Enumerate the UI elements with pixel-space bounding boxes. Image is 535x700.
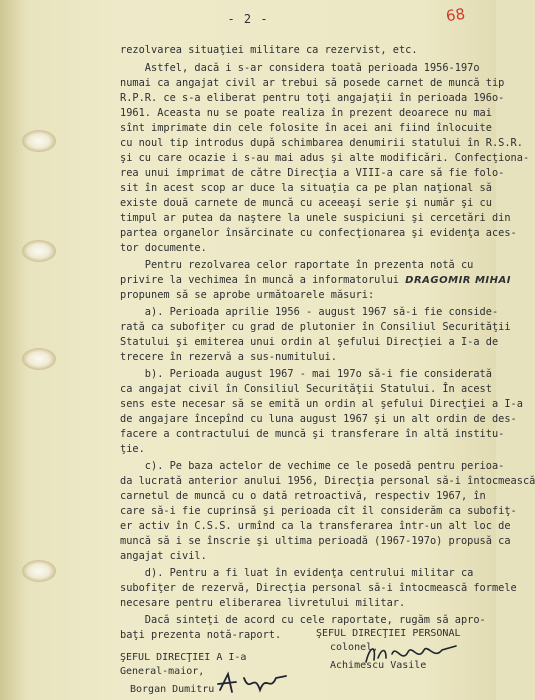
body-line: de angajare începînd cu luna august 1967 şi un alt ordin de des-: [120, 413, 517, 425]
body-line: care să-i fie cuprinsă şi perioada cît îl considerăm ca subofiţ-: [120, 505, 517, 517]
body-line: carnetul de muncă cu o dată retroactivă, respectiv 1967, în: [120, 490, 486, 502]
punch-hole-1: [22, 130, 56, 152]
handwritten-informant-name: DRAGOMIR MIHAI: [405, 275, 511, 286]
body-line: Dacă sinteţi de acord cu cele raportate, rugăm să apro-: [120, 614, 486, 626]
body-line: facere a contractului de muncă şi transferare în altă institu-: [120, 428, 505, 440]
right-signatory-title: ŞEFUL DIRECŢIEI PERSONAL: [316, 628, 461, 639]
body-line: propunem să se aprobe următoarele măsuri:: [120, 289, 375, 301]
body-line: R.P.R. ce s-a eliberat pentru toţi angajaţii în perioada 196o-: [120, 92, 505, 104]
right-signature-scribble: [362, 634, 462, 674]
body-line: Pentru rezolvarea celor raportate în prezenta notă cu: [120, 259, 474, 271]
body-line: tor documente.: [120, 242, 207, 254]
body-line: b). Perioada august 1967 - mai 197o să-i fie considerată: [120, 368, 492, 380]
body-line: ţie.: [120, 443, 145, 455]
body-line: d). Pentru a fi luat în evidenţa centrului militar ca: [120, 567, 474, 579]
left-signatory-name: Borgan Dumitru: [130, 684, 215, 695]
folio-number: 68: [444, 4, 467, 26]
left-signatory-rank: General-maior,: [120, 666, 205, 677]
body-line: angajat civil.: [120, 550, 207, 562]
body-line: c). Pe baza actelor de vechime ce le posedă pentru perioa-: [120, 460, 505, 472]
right-signatory-rank: colonel,: [330, 642, 379, 653]
punch-hole-4: [22, 560, 56, 582]
body-line: cu noul tip introdus după schimbarea denumirii statului în R.S.R.: [120, 137, 523, 149]
body-line: partea organelor însărcinate cu confecţionarea şi evidenţa aces-: [120, 227, 517, 239]
body-line: necesare pentru eliberarea livretului militar.: [120, 597, 406, 609]
body-line: a). Perioada aprilie 1956 - august 1967 să-i fie conside-: [120, 306, 499, 318]
body-line: sînt imprimate din cele folosite în acei ani fiind înlocuite: [120, 122, 492, 134]
left-signature-scribble: [214, 668, 294, 698]
punch-hole-2: [22, 240, 56, 262]
body-line: existe două carnete de muncă cu aceeaşi serie şi număr şi cu: [120, 197, 492, 209]
right-signatory-name: Achimescu Vasile: [330, 660, 427, 671]
binding-fold: [0, 0, 22, 700]
body-line: ca angajat civil în Consiliul Securităţii Statului. În acest: [120, 383, 492, 395]
body-line: 1961. Aceasta nu se poate realiza în prezent deoarece nu mai: [120, 107, 492, 119]
body-line: numai ca angajat civil ar trebui să posede carnet de muncă tip: [120, 77, 505, 89]
body-line: [120, 274, 511, 287]
body-line: sit în acest scop ar duce la situaţia ca pe plan naţional să: [120, 182, 492, 194]
body-line: şi cu care ocazie i s-au mai adus şi alte modificări. Confecţiona-: [120, 152, 530, 164]
body-line: Astfel, dacă i s-ar considera toată perioada 1956-197o: [120, 62, 480, 74]
body-line: Statului şi emiterea unui ordin al şefului Direcţiei a I-a de: [120, 336, 499, 348]
punch-hole-3: [22, 348, 56, 370]
body-line: rea unui imprimat de către Direcţia a VIII-a care să fie folo-: [120, 167, 505, 179]
body-line: rezolvarea situaţiei militare ca rezervist, etc.: [120, 44, 418, 56]
body-line: baţi prezenta notă-raport.: [120, 629, 282, 641]
body-line: rată ca subofiţer cu grad de plutonier în Consiliul Securităţii: [120, 321, 511, 333]
body-line: timpul ar putea da naştere la unele suspiciuni şi cercetări din: [120, 212, 511, 224]
body-line: sens este necesar să se emită un ordin al şefului Direcţiei a I-a: [120, 398, 523, 410]
body-line: da lucrată anterior anului 1956, Direcţia personal să-i întocmească: [120, 475, 535, 487]
page-number: - 2 -: [227, 12, 269, 26]
body-line: trecere în rezervă a sus-numitului.: [120, 351, 337, 363]
body-line-text: privire la vechimea în muncă a informatorului: [120, 274, 399, 286]
body-line: subofiţer de rezervă, Direcţia personal să-i întocmească formele: [120, 582, 517, 594]
body-line: muncă să i se înscrie şi ultima perioadă (1967-197o) propusă ca: [120, 535, 511, 547]
left-signatory-title: ŞEFUL DIRECŢIEI A I-a: [120, 652, 247, 663]
body-line: er activ în C.S.S. urmînd ca la transferarea într-un alt loc de: [120, 520, 511, 532]
